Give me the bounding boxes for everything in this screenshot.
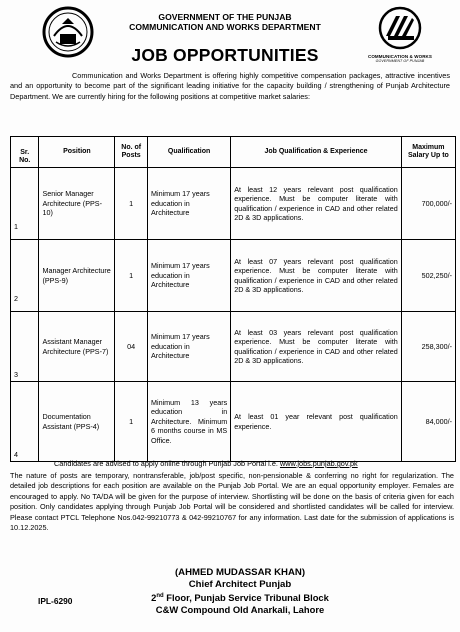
floor-number: 2 [151, 591, 157, 603]
cell-position: Manager Architecture (PPS-9) [39, 240, 115, 312]
cell-salary: 84,000/- [401, 382, 455, 462]
cell-posts: 1 [115, 168, 148, 240]
terms-paragraph: The nature of posts are temporary, nontransferable, job/post specific, non-pensionable & conferring no right for regularization. The detailed job descriptions for each position are available on the Punjab Job Portal. We are an equal opportunity employer. Females are encouraged to apply. No TA/DA will be given for the purpose of interview. Shortlisting will be done on the basis of criteria given for each position. Only candidates applying through Punjab Job Portal will be considered and shortlisted candidates will be called for interview. Please contact PTCL Telephone Nos.042-99210773 & 042-99210767 for any information. Last date for the submission of applications is 10.12.2025. [10, 470, 454, 533]
page-title: JOB OPPORTUNITIES [131, 45, 319, 65]
floor-suffix: nd [156, 592, 164, 599]
header-qualification: Qualification [148, 137, 231, 168]
address-line-1-text: Floor, Punjab Service Tribunal Block [163, 591, 329, 603]
ad-code: IPL-6290 [38, 596, 73, 606]
cell-position: Documentation Assistant (PPS-4) [39, 382, 115, 462]
address-line-2: C&W Compound Old Anarkali, Lahore [155, 604, 325, 616]
cw-logo-subcaption: GOVERNMENT OF PUNJAB [375, 59, 425, 64]
department-header [100, 13, 350, 33]
header-position: Position [39, 137, 115, 168]
cell-experience: At least 07 years relevant post qualification experience. Must be computer literate with qualification / experience in CAD and other related 2D & 3D applications. [231, 240, 402, 312]
cell-experience: At least 01 year relevant post qualification experience. [231, 382, 402, 462]
cell-salary: 700,000/- [401, 168, 455, 240]
job-portal-link[interactable]: www.jobs.punjab.gov.pk [279, 459, 358, 468]
cell-qualification: Minimum 17 years education in Architecture [148, 312, 231, 382]
footer-text [10, 459, 454, 534]
header-sr-no: Sr. No. [11, 137, 39, 168]
cell-experience: At least 03 years relevant post qualification experience. Must be computer literate with qualification / experience in CAD and other related 2D & 3D applications. [231, 312, 402, 382]
cell-posts: 1 [115, 240, 148, 312]
header-max-salary: Maximum Salary Up to [401, 137, 455, 168]
punjab-emblem-icon [42, 6, 94, 58]
intro-paragraph: Communication and Works Department is offering highly competitive compensation packages, attractive incentives and an opportunity to become part of the significant leading initiative for the capacity building / strengthening of Punjab Architecture Department. We are currently hiring for the following positions at competitive market salaries: [10, 71, 450, 101]
table-row [11, 240, 456, 312]
cell-sr-no: 4 [11, 382, 39, 462]
table-row [11, 382, 456, 462]
header-no-of-posts: No. of Posts [115, 137, 148, 168]
cell-qualification: Minimum 13 years education in Architecture. Minimum 6 months course in MS Office. [148, 382, 231, 462]
cell-posts: 04 [115, 312, 148, 382]
address-line-1 [120, 592, 360, 604]
cell-sr-no: 1 [11, 168, 39, 240]
cell-qualification: Minimum 17 years education in Architecture [148, 240, 231, 312]
table-header-row [11, 137, 456, 168]
cell-sr-no: 2 [11, 240, 39, 312]
cw-department-logo [354, 6, 444, 70]
cw-logo-caption [348, 54, 452, 64]
apply-instructions [10, 459, 454, 470]
cell-position: Senior Manager Architecture (PPS-10) [39, 168, 115, 240]
cell-sr-no: 3 [11, 312, 39, 382]
punjab-government-logo [42, 6, 94, 58]
signature-block [120, 567, 360, 616]
table-row [11, 312, 456, 382]
government-name: GOVERNMENT OF THE PUNJAB [158, 12, 292, 22]
apply-text: Candidates are advised to apply online through Punjab Job Portal i.e. [54, 459, 278, 468]
header-experience: Job Qualification & Experience [231, 137, 402, 168]
cell-position: Assistant Manager Architecture (PPS-7) [39, 312, 115, 382]
cw-emblem-icon [378, 6, 422, 52]
signatory-designation: Chief Architect Punjab [188, 579, 292, 591]
cw-logo-caption-text: COMMUNICATION & WORKS [367, 54, 432, 59]
cell-salary: 502,250/- [401, 240, 455, 312]
cell-posts: 1 [115, 382, 148, 462]
table-row [11, 168, 456, 240]
cell-qualification: Minimum 17 years education in Architecture [148, 168, 231, 240]
signatory-name: (AHMED MUDASSAR KHAN) [174, 567, 306, 578]
department-name: COMMUNICATION AND WORKS DEPARTMENT [129, 21, 321, 32]
cell-salary: 258,300/- [401, 312, 455, 382]
jobs-table [10, 136, 456, 462]
cell-experience: At least 12 years relevant post qualification experience. Must be computer literate with qualification / experience in CAD and other related 2D & 3D applications. [231, 168, 402, 240]
